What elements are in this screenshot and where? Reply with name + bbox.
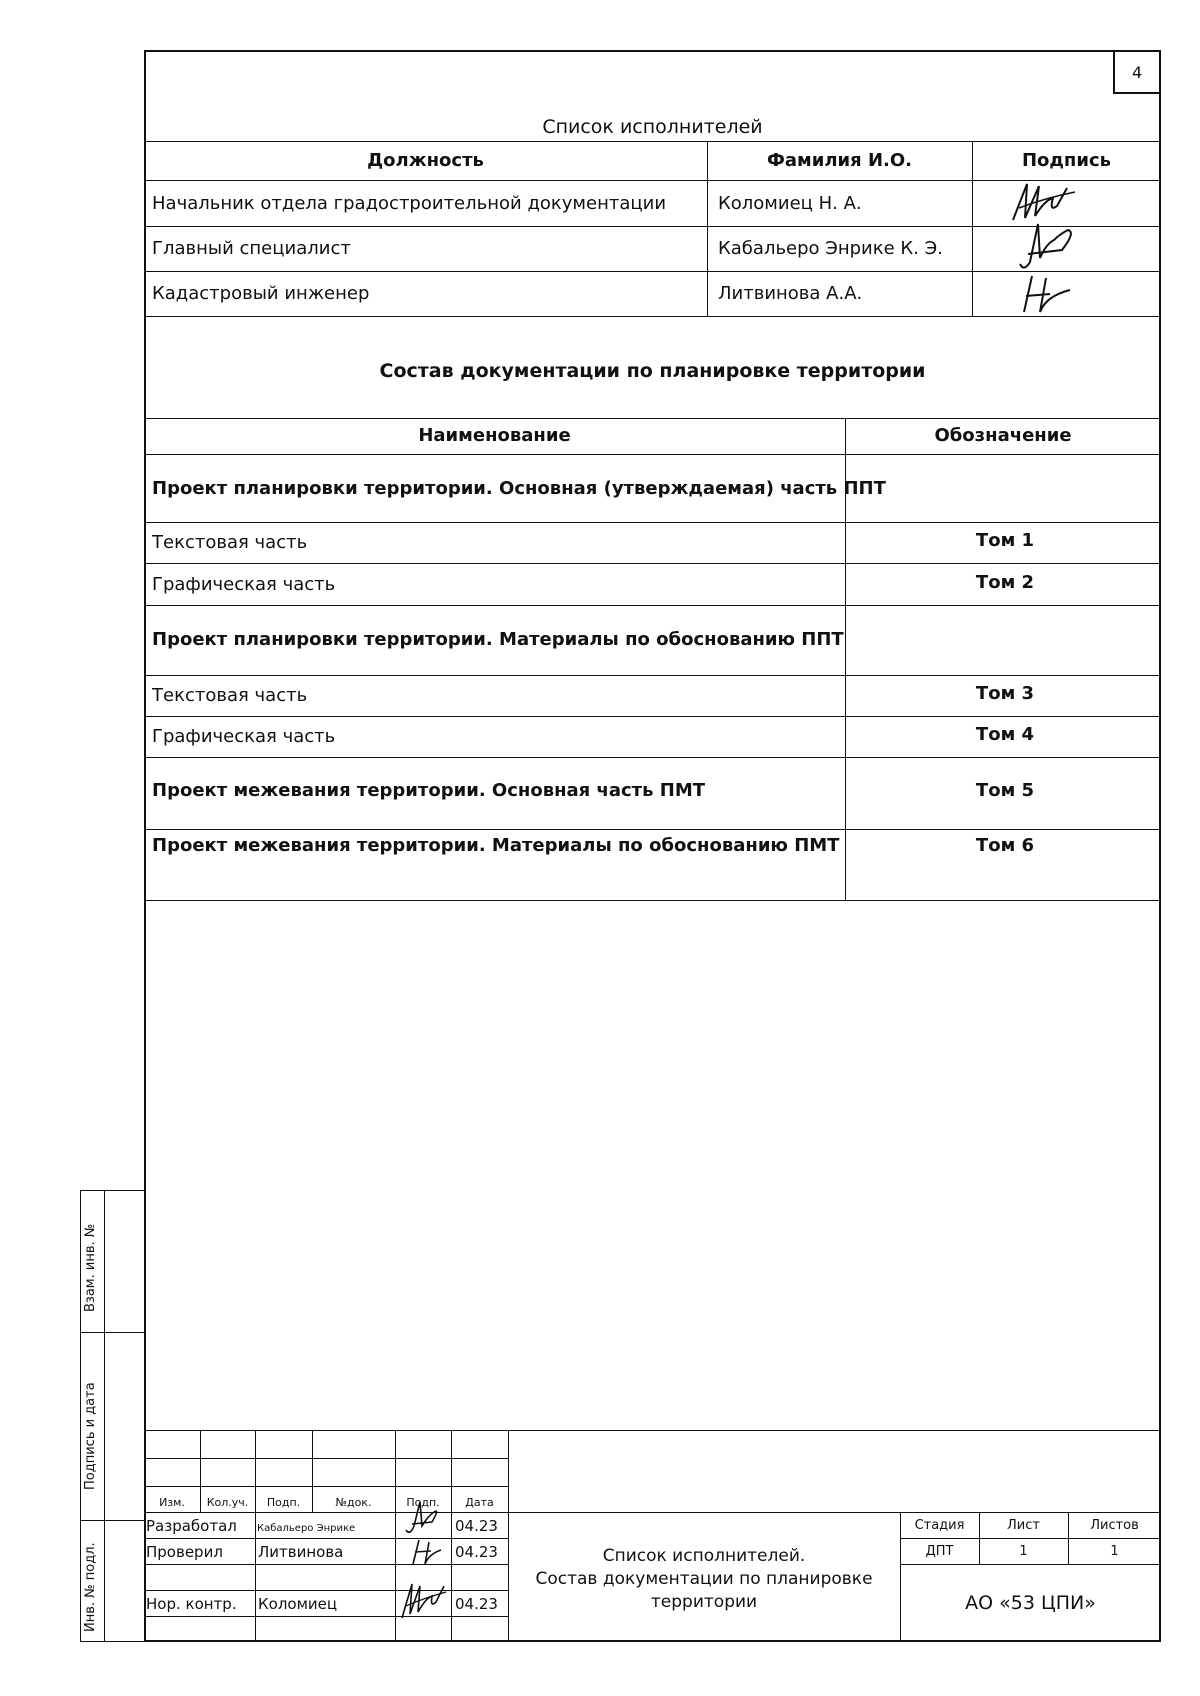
stamp-date-normcontrol: 04.23 <box>455 1595 498 1613</box>
side-strip-line-1 <box>80 1332 144 1333</box>
signature-litvinova <box>1010 272 1080 317</box>
stamp-grid-h2 <box>144 1486 508 1487</box>
stamp-role-normcontrol: Нор. контр. <box>146 1595 237 1613</box>
stamp-grid-h7 <box>144 1616 508 1617</box>
stamp-sheets-label: Листов <box>1090 1518 1139 1533</box>
comp-row-8-name: Проект межевания территории. Материалы по обоснованию ПМТ <box>152 835 840 856</box>
exec-row-1-position: Начальник отдела градостроительной документации <box>152 193 667 214</box>
stamp-col-podp2: Подп. <box>406 1496 440 1509</box>
comp-line-header <box>144 454 1161 455</box>
comp-line-r2 <box>144 563 1161 564</box>
stamp-grid-v5 <box>451 1430 452 1642</box>
comp-row-1-name: Проект планировки территории. Основная (утверждаемая) часть ППТ <box>152 478 886 499</box>
side-label-sign-date: Подпись и дата <box>83 1382 98 1490</box>
stamp-grid-h6 <box>144 1590 508 1591</box>
stamp-top-line <box>144 1430 1161 1431</box>
stamp-stage-label: Стадия <box>914 1518 965 1533</box>
stamp-right-h2 <box>900 1538 1161 1539</box>
exec-row-3-name: Литвинова А.А. <box>718 283 863 304</box>
exec-header-name: Фамилия И.О. <box>767 150 912 171</box>
signature-kabalero <box>1010 214 1080 276</box>
exec-line-4 <box>144 271 1161 272</box>
executors-title: Список исполнителей <box>542 116 763 138</box>
exec-row-3-position: Кадастровый инженер <box>152 283 370 304</box>
exec-line-5 <box>144 316 1161 317</box>
composition-title: Состав документации по планировке территории <box>379 360 926 382</box>
stamp-grid-v4 <box>395 1430 396 1642</box>
side-strip-line-2 <box>80 1520 144 1521</box>
comp-line-r7 <box>144 829 1161 830</box>
stamp-right-h1 <box>508 1512 1161 1513</box>
stamp-date-developer: 04.23 <box>455 1517 498 1535</box>
sheet-number: 4 <box>1132 63 1143 82</box>
exec-row-2-name: Кабальеро Энрике К. Э. <box>718 238 943 259</box>
stamp-doc-title-3: территории <box>650 1592 758 1612</box>
stamp-name-checker: Литвинова <box>258 1543 344 1561</box>
comp-line-r5 <box>144 716 1161 717</box>
stamp-col-izm: Изм. <box>159 1496 185 1509</box>
stamp-stage-value: ДПТ <box>925 1544 954 1559</box>
comp-row-2-code: Том 1 <box>975 530 1035 551</box>
stamp-col-podp: Подп. <box>266 1496 301 1509</box>
comp-row-3-name: Графическая часть <box>152 574 336 595</box>
comp-header-name: Наименование <box>418 425 571 446</box>
stamp-grid-h5 <box>144 1564 508 1565</box>
comp-line-top <box>144 418 1161 419</box>
comp-row-6-name: Графическая часть <box>152 726 336 747</box>
comp-row-7-code: Том 5 <box>975 780 1035 801</box>
comp-row-5-name: Текстовая часть <box>152 685 308 706</box>
stamp-name-developer: Кабальеро Энрике <box>257 1523 356 1534</box>
stamp-right-h3 <box>900 1564 1161 1565</box>
side-strip-divider <box>104 1190 105 1642</box>
exec-header-signature: Подпись <box>1021 150 1112 171</box>
comp-row-5-code: Том 3 <box>975 683 1035 704</box>
exec-row-1-name: Коломиец Н. А. <box>718 193 862 214</box>
comp-line-r6 <box>144 757 1161 758</box>
stamp-col-data: Дата <box>465 1496 494 1509</box>
comp-row-3-code: Том 2 <box>975 572 1035 593</box>
comp-line-r3 <box>144 605 1161 606</box>
comp-row-2-name: Текстовая часть <box>152 532 308 553</box>
stamp-grid-h1 <box>144 1458 508 1459</box>
stamp-role-developer: Разработал <box>146 1517 237 1535</box>
comp-header-code: Обозначение <box>934 425 1072 446</box>
stamp-date-checker: 04.23 <box>455 1543 498 1561</box>
comp-line-bottom <box>144 900 1161 901</box>
comp-row-7-name: Проект межевания территории. Основная часть ПМТ <box>152 780 706 801</box>
exec-line-1 <box>144 141 1161 142</box>
stamp-sheet-value: 1 <box>1019 1544 1028 1559</box>
stamp-doc-title-2: Состав документации по планировке <box>535 1569 873 1589</box>
comp-row-6-code: Том 4 <box>975 724 1035 745</box>
stamp-grid-v2 <box>255 1430 256 1642</box>
stamp-role-checker: Проверил <box>146 1543 223 1561</box>
comp-row-4-name: Проект планировки территории. Материалы по обоснованию ППТ <box>152 629 844 650</box>
stamp-doc-title-1: Список исполнителей. <box>602 1546 806 1566</box>
stamp-sheets-value: 1 <box>1110 1544 1119 1559</box>
stamp-signature-developer <box>400 1496 446 1536</box>
stamp-signature-normcontrol <box>398 1578 450 1622</box>
stamp-organization: АО «53 ЦПИ» <box>965 1592 1096 1614</box>
stamp-sheet-label: Лист <box>1007 1518 1040 1533</box>
stamp-signature-checker <box>405 1538 445 1566</box>
side-label-inv-replace: Взам. инв. № <box>83 1223 98 1312</box>
comp-row-8-code: Том 6 <box>975 835 1035 856</box>
stamp-col-ndok: №док. <box>335 1496 372 1509</box>
side-label-inv-orig: Инв. № подл. <box>83 1542 98 1632</box>
comp-line-r1 <box>144 522 1161 523</box>
stamp-name-normcontrol: Коломиец <box>258 1595 338 1613</box>
stamp-col-koluch: Кол.уч. <box>206 1496 249 1509</box>
exec-header-position: Должность <box>367 150 484 171</box>
exec-row-2-position: Главный специалист <box>152 238 351 259</box>
comp-line-r4 <box>144 675 1161 676</box>
